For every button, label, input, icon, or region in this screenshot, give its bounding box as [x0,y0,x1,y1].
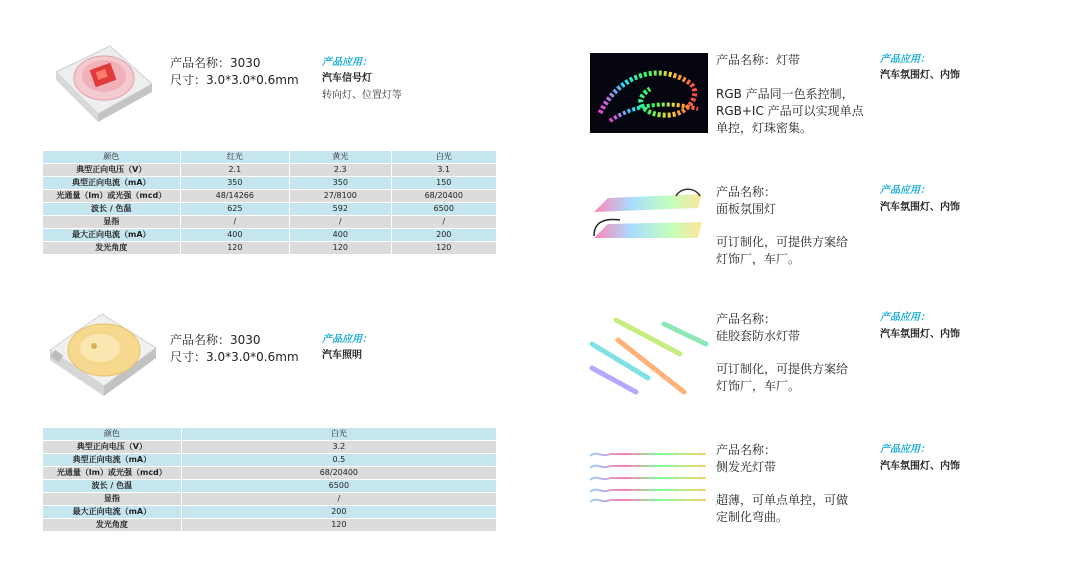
table-cell: 120 [290,242,390,254]
table-row [43,242,496,254]
table-row [43,190,496,202]
strip1-desc-line: 单控，灯珠密集。 [716,121,813,135]
strip4-name-line: 产品名称： [716,443,777,457]
table-cell-label: 典型正向电压（V） [43,441,181,453]
strip3-name-line: 产品名称： [716,312,777,326]
table-row [43,467,496,479]
strip1-app: 汽车氛围灯、内饰 [880,70,960,81]
strip4-desc-line: 超薄，可单点单控，可做 [716,493,849,507]
rgb-light-strip-image [590,53,708,133]
table-cell-label: 最大正向电流（mA） [43,229,180,241]
table-cell: 400 [290,229,390,241]
table-header-cell: 白光 [392,151,497,163]
table-cell-label: 发光角度 [43,519,181,531]
table-row [43,480,496,492]
strip2-desc-line: 可订制化，可提供方案给 [716,235,849,249]
strip2-name-line: 产品名称： [716,185,777,199]
table-row [43,229,496,241]
strip1-name-line: 产品名称：灯带 [716,53,801,67]
table-cell: 6500 [392,203,497,215]
table-cell-label: 显指 [43,216,180,228]
table-row [43,519,496,531]
table-cell-label: 光通量（lm）或光强（mcd） [43,467,181,479]
table-header-row [43,151,496,163]
panel-ambient-light-image [590,186,708,244]
strip2-name-line: 面板氛围灯 [716,202,777,216]
table-cell: 120 [181,242,289,254]
table-cell: / [290,216,390,228]
led-3030-red-image [48,32,158,126]
product1-app-title: 产品应用： [322,57,372,68]
product1-app-sub: 转向灯、位置灯等 [322,90,402,101]
product2-app-title: 产品应用： [322,334,372,345]
table-cell: / [181,216,289,228]
table-cell: 350 [181,177,289,189]
table-cell: 3.2 [182,441,496,453]
table-cell: 625 [181,203,289,215]
table-cell: / [392,216,497,228]
product2-app-main: 汽车照明 [322,350,362,361]
table-header-cell: 颜色 [43,428,181,440]
table-row [43,454,496,466]
table-cell: 592 [290,203,390,215]
strip3-name-line: 硅胶套防水灯带 [716,329,801,343]
strip3-app-title: 产品应用： [880,312,930,323]
table-cell: 400 [181,229,289,241]
product1-size: 尺寸：3.0*3.0*0.6mm [170,73,299,87]
table-cell-label: 发光角度 [43,242,180,254]
table-cell: 120 [392,242,497,254]
silicone-waterproof-strip-image [588,314,712,398]
led-3030-white-image [44,302,160,400]
strip3-app: 汽车氛围灯、内饰 [880,329,960,340]
table-header-row [43,428,496,440]
table-cell: 0.5 [182,454,496,466]
table-header-cell: 白光 [182,428,496,440]
table-row [43,506,496,518]
strip4-desc-line: 定制化弯曲。 [716,510,789,524]
table-cell: 200 [182,506,496,518]
table-cell-label: 最大正向电流（mA） [43,506,181,518]
table-cell-label: 波长 / 色温 [43,203,180,215]
strip4-app-title: 产品应用： [880,444,930,455]
table-cell-label: 典型正向电流（mA） [43,454,181,466]
table-cell: 350 [290,177,390,189]
table-cell-label: 显指 [43,493,181,505]
table-cell-label: 波长 / 色温 [43,480,181,492]
table-row [43,177,496,189]
product2-spec-table [42,427,497,532]
table-cell: 68/20400 [392,190,497,202]
table-cell: 120 [182,519,496,531]
product2-size: 尺寸：3.0*3.0*0.6mm [170,350,299,364]
strip2-desc-line: 灯饰厂，车厂。 [716,252,801,266]
side-emitting-strip-image [588,448,712,506]
strip4-name-line: 侧发光灯带 [716,460,777,474]
table-header-cell: 红光 [181,151,289,163]
strip1-desc-line: RGB 产品同一色系控制， [716,87,854,101]
product1-app-main: 汽车信号灯 [322,73,372,84]
table-cell: / [182,493,496,505]
table-cell: 200 [392,229,497,241]
table-cell: 68/20400 [182,467,496,479]
table-cell: 2.1 [181,164,289,176]
table-row [43,216,496,228]
table-cell-label: 光通量（lm）或光强（mcd） [43,190,180,202]
table-header-cell: 颜色 [43,151,180,163]
table-cell: 48/14266 [181,190,289,202]
table-row [43,441,496,453]
strip2-app: 汽车氛围灯、内饰 [880,202,960,213]
strip4-app: 汽车氛围灯、内饰 [880,461,960,472]
table-cell: 3.1 [392,164,497,176]
table-row [43,203,496,215]
strip2-app-title: 产品应用： [880,185,930,196]
product2-name: 产品名称：3030 [170,333,261,347]
table-cell: 2.3 [290,164,390,176]
strip1-desc-line: RGB+IC 产品可以实现单点 [716,104,864,118]
table-row [43,493,496,505]
table-cell: 27/8100 [290,190,390,202]
product1-spec-table [42,150,497,255]
table-cell-label: 典型正向电流（mA） [43,177,180,189]
strip1-app-title: 产品应用： [880,54,930,65]
strip3-desc-line: 灯饰厂，车厂。 [716,379,801,393]
table-row [43,164,496,176]
strip3-desc-line: 可订制化，可提供方案给 [716,362,849,376]
table-header-cell: 黄光 [290,151,390,163]
table-cell: 6500 [182,480,496,492]
table-cell-label: 典型正向电压（V） [43,164,180,176]
product1-name: 产品名称：3030 [170,56,261,70]
table-cell: 150 [392,177,497,189]
